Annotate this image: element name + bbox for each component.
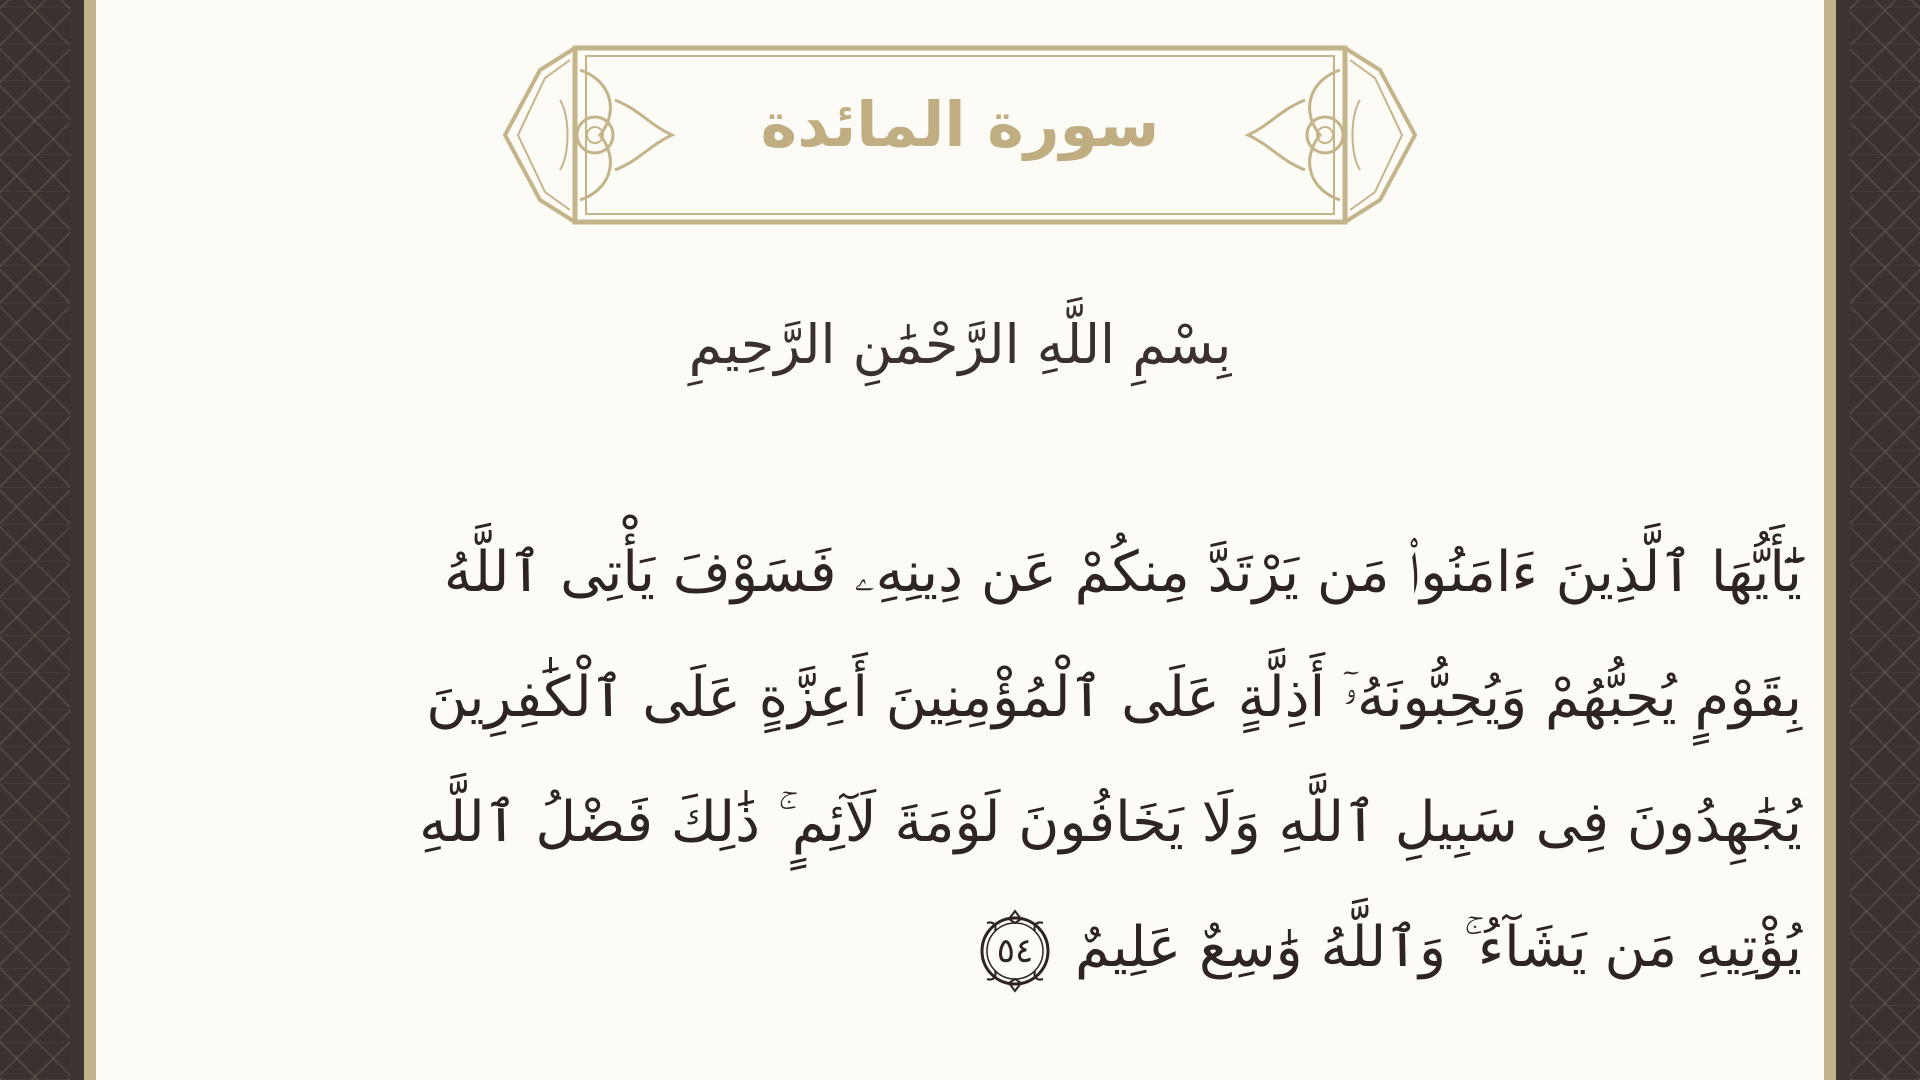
surah-title: سورة المائدة: [760, 88, 1160, 161]
verse-line-1: يَٰٓأَيُّهَا ٱلَّذِينَ ءَامَنُوا۟ مَن يَرْتَدَّ مِنكُمْ عَن دِينِهِۦ فَسَوْفَ يَأْتِى ٱللَّهُ: [443, 540, 1802, 605]
verse-text: [330, 510, 1802, 1010]
right-dark-rule: [1836, 0, 1839, 1080]
verse-line-2: بِقَوْمٍ يُحِبُّهُمْ وَيُحِبُّونَهُۥٓ أَذِلَّةٍ عَلَى ٱلْمُؤْمِنِينَ أَعِزَّةٍ عَلَى ٱلْكَٰفِرِينَ: [426, 665, 1802, 730]
left-dark-rule: [80, 0, 83, 1080]
ayah-end-marker: [973, 909, 1057, 993]
verse-line-3: يُجَٰهِدُونَ فِى سَبِيلِ ٱللَّهِ وَلَا يَخَافُونَ لَوْمَةَ لَآئِمٍ ۚ ذَٰلِكَ فَضْلُ ٱللَّهِ: [419, 790, 1802, 855]
right-pattern-border: [1850, 0, 1920, 1080]
basmala: بِسْمِ اللَّهِ الرَّحْمَٰنِ الرَّحِيمِ: [688, 313, 1232, 376]
left-gold-rule: [84, 0, 96, 1080]
ayah-number: ٥٤: [996, 930, 1034, 971]
left-pattern-border: [0, 0, 70, 1080]
right-gold-rule: [1824, 0, 1836, 1080]
verse-line-4: [330, 885, 1802, 1010]
verse-line-4-text: يُؤْتِيهِ مَن يَشَآءُ ۚ وَٱللَّهُ وَٰسِعٌ عَلِيمٌ: [1075, 915, 1802, 980]
